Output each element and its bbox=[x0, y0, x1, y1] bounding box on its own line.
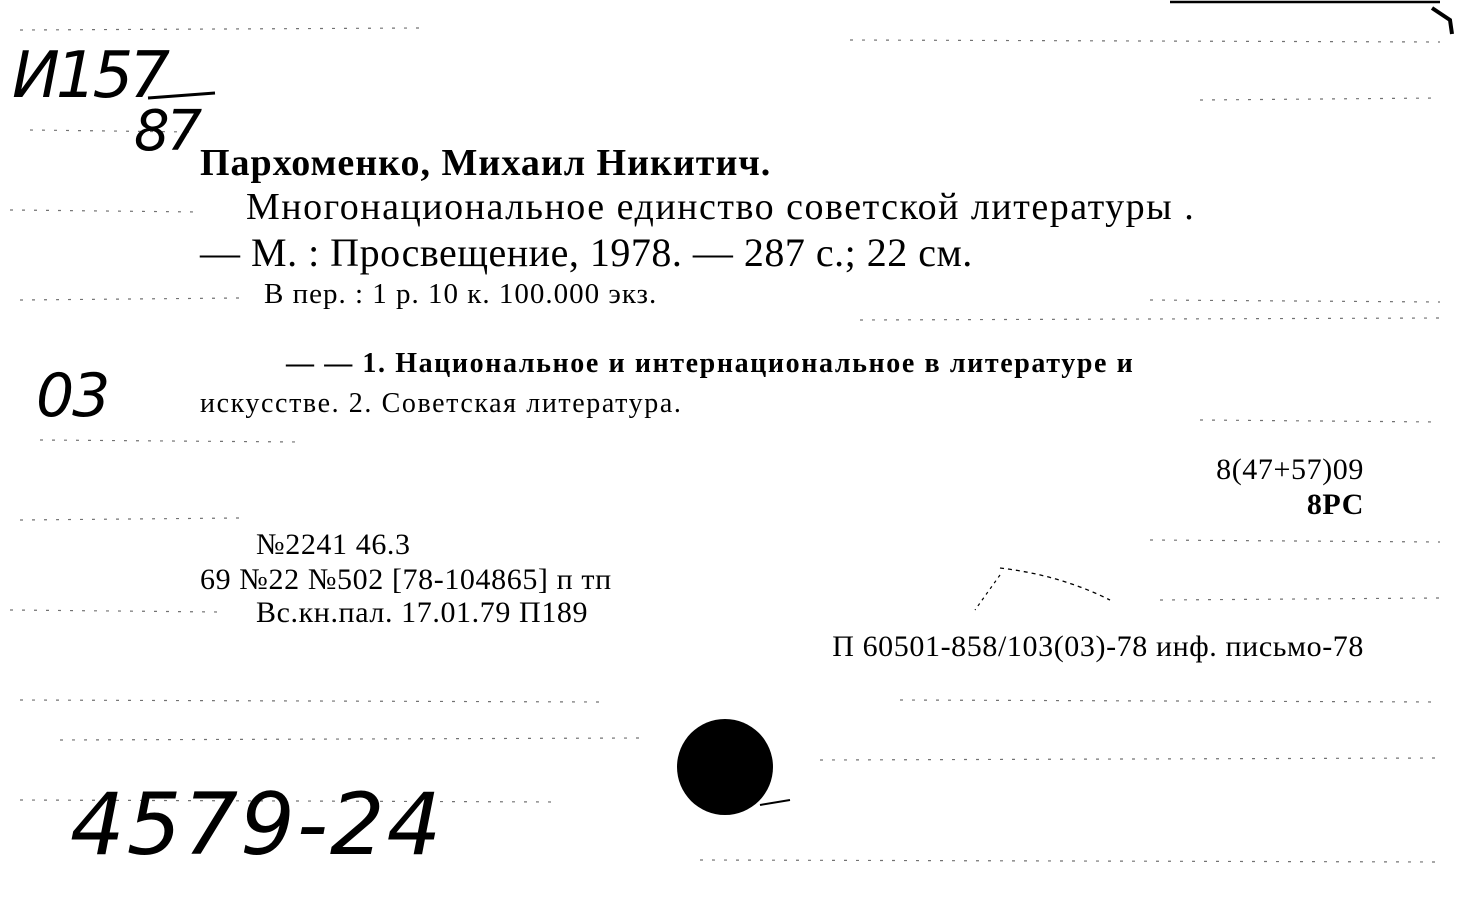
publication-line: — М. : Просвещение, 1978. — 287 с.; 22 см. bbox=[200, 230, 973, 275]
tech-line-3: Вс.кн.пал. 17.01.79 П189 bbox=[256, 596, 589, 629]
book-title: Многонациональное единство советской литературы . bbox=[246, 186, 1196, 228]
punch-hole bbox=[677, 719, 773, 815]
subjects-line-1: — — 1. Национальное и интернациональное в литературе и bbox=[286, 348, 1135, 379]
handwritten-side-mark: 03 bbox=[36, 361, 109, 431]
handwritten-number: И157 bbox=[12, 39, 167, 113]
binding-price-line: В пер. : 1 р. 10 к. 100.000 экз. bbox=[264, 278, 658, 310]
tech-line-1: №2241 46.3 bbox=[256, 528, 411, 561]
tech-line-2: 69 №22 №502 [78-104865] п тп bbox=[200, 563, 612, 596]
subjects-line-2: искусстве. 2. Советская литература. bbox=[200, 388, 683, 419]
tech-line-4: П 60501-858/103(03)-78 инф. письмо-78 bbox=[832, 630, 1364, 663]
author-heading: Пархоменко, Михаил Никитич. bbox=[200, 142, 772, 184]
handwritten-bottom-number: 4579-24 bbox=[70, 775, 444, 875]
handwritten-year: 87 bbox=[134, 99, 200, 164]
classification-index: 8(47+57)09 bbox=[1216, 453, 1364, 486]
classification-code: 8РС bbox=[1306, 488, 1364, 521]
